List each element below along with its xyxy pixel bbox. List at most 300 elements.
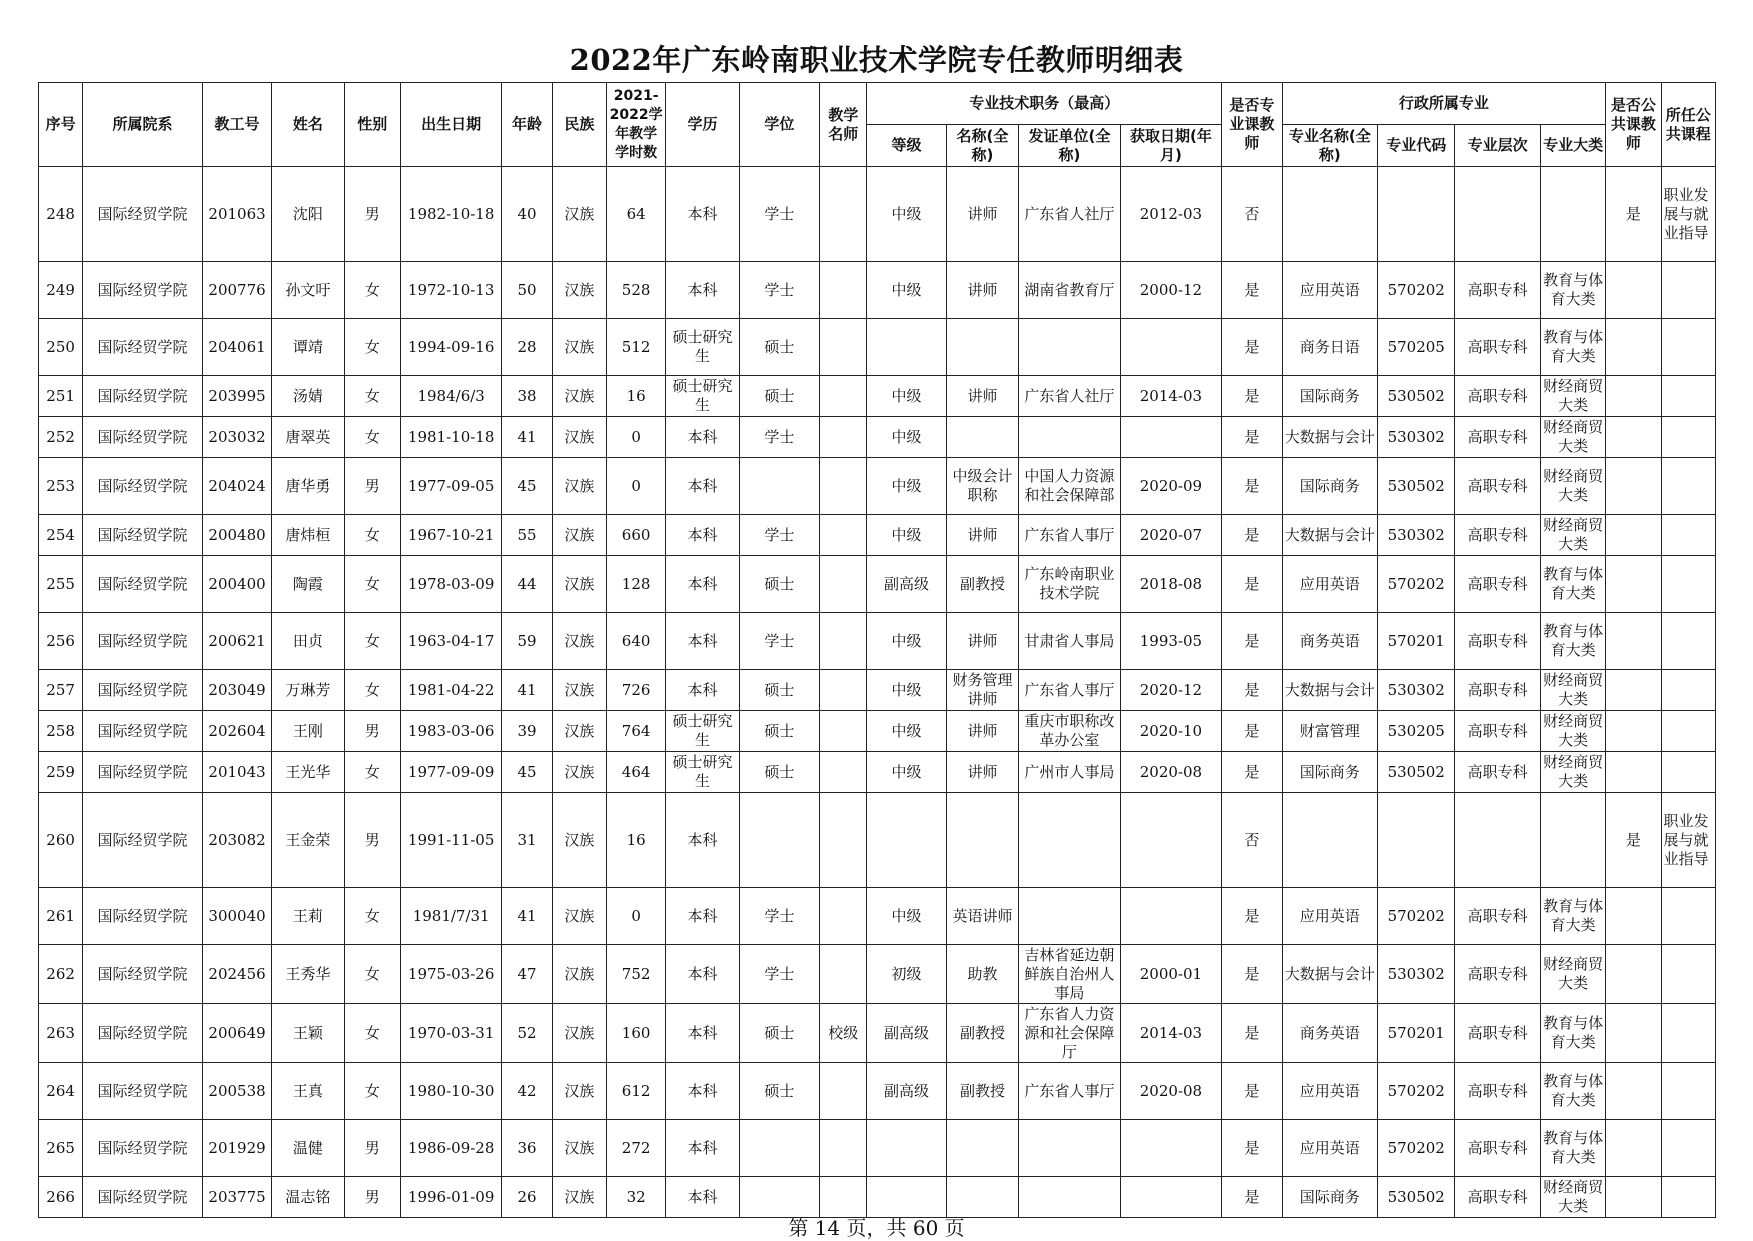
cell-name: 王秀华 [272,945,344,1004]
cell-major-cat [1540,515,1605,556]
cell-gender: 男 [344,458,400,515]
cell-famous [820,515,867,556]
cell-major-name-text: 财富管理 [1299,721,1360,740]
cell-name: 沈阳 [272,167,344,262]
cell-gender: 男 [344,793,400,888]
table-row [39,1120,1716,1177]
cell-degree: 学士 [739,613,819,670]
cell-education [666,670,739,711]
cell-age: 28 [502,319,552,376]
table-row [39,711,1716,752]
cell-education-text: 硕士研究生 [672,328,733,365]
cell-major-code: 570202 [1378,888,1455,945]
cell-birth: 1982-10-18 [400,167,502,262]
cell-title-name [946,1004,1018,1063]
cell-major-code: 530302 [1378,670,1455,711]
cell-major-cat [1540,458,1605,515]
table-row [39,417,1716,458]
header-title-date: 获取日期(年月) [1120,125,1222,167]
cell-dept: 国际经贸学院 [83,888,203,945]
header-staff-id: 教工号 [202,83,271,167]
cell-dept: 国际经贸学院 [83,1063,203,1120]
cell-major-level: 高职专科 [1455,1120,1540,1177]
cell-is-public [1606,1004,1661,1063]
cell-staff-id: 204024 [202,458,271,515]
cell-education-text: 本科 [687,476,718,495]
cell-is-major: 是 [1222,458,1282,515]
cell-major-level [1455,793,1540,888]
cell-birth: 1977-09-05 [400,458,502,515]
cell-major-cat-text: 教育与体育大类 [1543,271,1604,308]
cell-public-course-text: 职业发展与就业指导 [1663,186,1709,242]
cell-major-name-text: 应用英语 [1299,906,1360,925]
cell-major-cat-text: 财经商贸大类 [1543,377,1604,414]
cell-dept: 国际经贸学院 [83,262,203,319]
cell-education [666,888,739,945]
cell-staff-id: 203032 [202,417,271,458]
cell-name: 王真 [272,1063,344,1120]
cell-is-major: 是 [1222,711,1282,752]
cell-title-name-text: 讲师 [967,721,998,740]
cell-title-level [867,319,946,376]
cell-staff-id: 200621 [202,613,271,670]
cell-title-level: 中级 [867,670,946,711]
cell-major-level: 高职专科 [1455,888,1540,945]
cell-seq: 250 [39,319,83,376]
cell-degree: 硕士 [739,1063,819,1120]
cell-age: 26 [502,1177,552,1218]
cell-major-level: 高职专科 [1455,556,1540,613]
cell-degree [739,458,819,515]
cell-seq: 260 [39,793,83,888]
cell-title-date: 2020-09 [1120,458,1222,515]
cell-title-name-text: 讲师 [967,280,998,299]
cell-seq: 263 [39,1004,83,1063]
cell-title-issuer [1019,1004,1121,1063]
cell-public-course [1661,793,1715,888]
cell-title-level: 中级 [867,167,946,262]
cell-education-text: 本科 [687,525,718,544]
cell-hours: 128 [606,556,665,613]
cell-title-date [1120,1120,1222,1177]
cell-degree: 学士 [739,262,819,319]
cell-age: 38 [502,376,552,417]
cell-public-course [1661,1120,1715,1177]
cell-title-date [1120,888,1222,945]
cell-title-level: 副高级 [867,556,946,613]
page-footer: 第 14 页，共 60 页 [788,1216,965,1240]
cell-major-name-text: 应用英语 [1299,1138,1360,1157]
cell-hours: 764 [606,711,665,752]
cell-age: 36 [502,1120,552,1177]
cell-major-code: 570202 [1378,556,1455,613]
cell-is-public [1606,752,1661,793]
cell-title-name [946,262,1018,319]
cell-degree: 硕士 [739,376,819,417]
cell-title-issuer [1019,1063,1121,1120]
cell-education [666,556,739,613]
cell-birth: 1986-09-28 [400,1120,502,1177]
cell-age: 39 [502,711,552,752]
cell-birth: 1970-03-31 [400,1004,502,1063]
cell-gender: 女 [344,319,400,376]
cell-name: 王刚 [272,711,344,752]
cell-is-public [1606,262,1661,319]
cell-title-name [946,556,1018,613]
cell-hours: 612 [606,1063,665,1120]
cell-education-text: 本科 [687,574,718,593]
cell-is-major: 是 [1222,888,1282,945]
cell-public-course [1661,752,1715,793]
cell-dept: 国际经贸学院 [83,458,203,515]
cell-birth: 1991-11-05 [400,793,502,888]
cell-major-name [1282,752,1378,793]
cell-title-name-text: 讲师 [967,631,998,650]
cell-age: 44 [502,556,552,613]
cell-staff-id: 201043 [202,752,271,793]
cell-name: 田贞 [272,613,344,670]
cell-famous [820,376,867,417]
cell-is-public [1606,417,1661,458]
cell-famous [820,556,867,613]
cell-dept: 国际经贸学院 [83,319,203,376]
cell-age: 55 [502,515,552,556]
cell-major-cat-text: 财经商贸大类 [1543,671,1604,708]
cell-hours: 640 [606,613,665,670]
cell-major-code: 530302 [1378,515,1455,556]
cell-public-course [1661,262,1715,319]
cell-birth: 1963-04-17 [400,613,502,670]
header-education: 学历 [666,83,739,167]
cell-famous [820,458,867,515]
cell-is-major: 是 [1222,417,1282,458]
cell-title-name-text: 副教授 [959,1081,1005,1100]
table-row [39,752,1716,793]
cell-title-level: 副高级 [867,1004,946,1063]
cell-degree: 硕士 [739,319,819,376]
cell-education-text: 本科 [687,427,718,446]
cell-major-name [1282,1004,1378,1063]
cell-education-text: 本科 [687,906,718,925]
cell-famous [820,1120,867,1177]
cell-birth: 1981-10-18 [400,417,502,458]
header-title-name: 名称(全称) [946,125,1018,167]
cell-title-name [946,945,1018,1004]
header-public-course: 所任公共课程 [1661,83,1715,167]
cell-title-issuer-text: 中国人力资源和社会保障部 [1024,467,1115,504]
cell-major-name [1282,1063,1378,1120]
cell-is-major: 是 [1222,515,1282,556]
cell-title-date [1120,793,1222,888]
cell-seq: 256 [39,613,83,670]
cell-education [666,319,739,376]
cell-title-issuer [1019,752,1121,793]
cell-seq: 262 [39,945,83,1004]
cell-major-level: 高职专科 [1455,417,1540,458]
cell-education-text: 本科 [687,280,718,299]
cell-age: 41 [502,417,552,458]
cell-education [666,1063,739,1120]
cell-famous: 校级 [820,1004,867,1063]
cell-is-major: 是 [1222,613,1282,670]
cell-ethnicity: 汉族 [552,793,606,888]
cell-major-name-text: 大数据与会计 [1284,427,1375,446]
cell-title-date: 2020-08 [1120,752,1222,793]
cell-title-issuer-text: 重庆市职称改革办公室 [1024,712,1115,749]
cell-education [666,515,739,556]
header-name: 姓名 [272,83,344,167]
cell-hours: 16 [606,376,665,417]
cell-gender: 女 [344,670,400,711]
cell-famous [820,167,867,262]
cell-ethnicity: 汉族 [552,670,606,711]
header-famous: 教学名师 [820,83,867,167]
cell-title-issuer-text: 广东省人事厅 [1024,680,1115,699]
cell-name: 温健 [272,1120,344,1177]
cell-title-issuer [1019,167,1121,262]
cell-title-level: 中级 [867,376,946,417]
cell-age: 47 [502,945,552,1004]
cell-title-date [1120,417,1222,458]
cell-major-level: 高职专科 [1455,711,1540,752]
cell-title-issuer-text: 广东省人社厅 [1024,386,1115,405]
cell-major-name-text: 商务英语 [1299,631,1360,650]
cell-education-text: 本科 [687,204,718,223]
cell-major-name-text: 应用英语 [1299,280,1360,299]
cell-education [666,793,739,888]
header-admin-group: 行政所属专业 [1282,83,1606,125]
cell-title-issuer-text: 吉林省延边朝鲜族自治州人事局 [1024,946,1115,1002]
cell-title-date: 1993-05 [1120,613,1222,670]
cell-title-issuer [1019,888,1121,945]
cell-major-code [1378,167,1455,262]
cell-age: 59 [502,613,552,670]
cell-name: 唐翠英 [272,417,344,458]
cell-hours: 0 [606,417,665,458]
cell-is-major: 是 [1222,262,1282,319]
cell-birth: 1975-03-26 [400,945,502,1004]
cell-seq: 252 [39,417,83,458]
cell-dept: 国际经贸学院 [83,793,203,888]
header-major-cat: 专业大类 [1540,125,1605,167]
cell-major-level: 高职专科 [1455,515,1540,556]
cell-birth: 1996-01-09 [400,1177,502,1218]
cell-title-name [946,711,1018,752]
cell-major-cat-text: 财经商贸大类 [1543,418,1604,455]
cell-title-name [946,376,1018,417]
cell-major-name-text: 国际商务 [1299,386,1360,405]
cell-seq: 248 [39,167,83,262]
cell-major-level [1455,167,1540,262]
cell-major-name-text: 大数据与会计 [1284,680,1375,699]
cell-title-name-text: 讲师 [967,204,998,223]
cell-is-major: 是 [1222,670,1282,711]
cell-name: 唐华勇 [272,458,344,515]
cell-major-code: 570202 [1378,1063,1455,1120]
cell-ethnicity: 汉族 [552,458,606,515]
cell-famous [820,319,867,376]
cell-major-code: 530302 [1378,945,1455,1004]
cell-title-issuer [1019,556,1121,613]
cell-public-course [1661,1004,1715,1063]
cell-birth: 1994-09-16 [400,319,502,376]
cell-gender: 女 [344,515,400,556]
cell-seq: 253 [39,458,83,515]
cell-seq: 249 [39,262,83,319]
cell-gender: 男 [344,1120,400,1177]
cell-education [666,376,739,417]
cell-ethnicity: 汉族 [552,515,606,556]
cell-hours: 0 [606,888,665,945]
cell-name: 温志铭 [272,1177,344,1218]
cell-famous [820,1063,867,1120]
cell-staff-id: 203049 [202,670,271,711]
cell-education [666,752,739,793]
cell-hours: 32 [606,1177,665,1218]
cell-major-code [1378,793,1455,888]
cell-dept: 国际经贸学院 [83,556,203,613]
cell-title-name [946,417,1018,458]
cell-is-public [1606,711,1661,752]
cell-is-public [1606,319,1661,376]
cell-title-level: 中级 [867,417,946,458]
cell-title-level: 中级 [867,613,946,670]
cell-degree: 硕士 [739,752,819,793]
cell-is-public [1606,670,1661,711]
cell-major-name [1282,888,1378,945]
cell-title-name [946,167,1018,262]
cell-age: 40 [502,167,552,262]
header-age: 年龄 [502,83,552,167]
cell-major-name [1282,945,1378,1004]
cell-ethnicity: 汉族 [552,1120,606,1177]
header-degree: 学位 [739,83,819,167]
cell-title-issuer-text: 广东省人事厅 [1024,1081,1115,1100]
header-title-group: 专业技术职务（最高） [867,83,1222,125]
cell-staff-id: 203775 [202,1177,271,1218]
cell-public-course [1661,417,1715,458]
cell-title-issuer-text: 甘肃省人事局 [1024,631,1115,650]
cell-education-text: 硕士研究生 [672,712,733,749]
cell-public-course [1661,613,1715,670]
cell-staff-id: 203082 [202,793,271,888]
cell-major-cat [1540,1120,1605,1177]
cell-title-name-text: 财务管理讲师 [952,671,1013,708]
cell-hours: 160 [606,1004,665,1063]
header-title-level: 等级 [867,125,946,167]
cell-title-issuer [1019,515,1121,556]
cell-title-level: 中级 [867,458,946,515]
cell-degree: 硕士 [739,556,819,613]
cell-staff-id: 204061 [202,319,271,376]
cell-staff-id: 202456 [202,945,271,1004]
cell-title-name [946,670,1018,711]
cell-major-cat-text: 教育与体育大类 [1543,1072,1604,1109]
cell-title-date: 2020-08 [1120,1063,1222,1120]
table-row [39,458,1716,515]
cell-ethnicity: 汉族 [552,319,606,376]
cell-title-issuer-text: 广东省人力资源和社会保障厅 [1024,1005,1115,1061]
cell-hours: 16 [606,793,665,888]
cell-is-major: 是 [1222,945,1282,1004]
cell-is-major: 是 [1222,1120,1282,1177]
cell-ethnicity: 汉族 [552,711,606,752]
cell-public-course [1661,515,1715,556]
cell-hours: 0 [606,458,665,515]
cell-seq: 251 [39,376,83,417]
cell-gender: 男 [344,711,400,752]
cell-title-issuer-text: 广州市人事局 [1024,762,1115,781]
cell-title-level: 中级 [867,515,946,556]
cell-degree [739,1120,819,1177]
cell-major-cat [1540,752,1605,793]
cell-seq: 265 [39,1120,83,1177]
cell-title-name [946,613,1018,670]
cell-title-date: 2014-03 [1120,376,1222,417]
cell-major-code: 570205 [1378,319,1455,376]
cell-major-cat-text: 教育与体育大类 [1543,1129,1604,1166]
cell-title-issuer [1019,1120,1121,1177]
cell-degree [739,793,819,888]
cell-major-name [1282,167,1378,262]
cell-major-cat-text: 财经商贸大类 [1543,1178,1604,1215]
cell-birth: 1981-04-22 [400,670,502,711]
cell-title-date: 2012-03 [1120,167,1222,262]
cell-education-text: 本科 [687,1023,718,1042]
cell-is-major: 是 [1222,319,1282,376]
cell-ethnicity: 汉族 [552,167,606,262]
cell-seq: 259 [39,752,83,793]
cell-title-level: 中级 [867,711,946,752]
cell-major-cat-text: 教育与体育大类 [1543,565,1604,602]
cell-major-name [1282,515,1378,556]
cell-name: 谭靖 [272,319,344,376]
cell-staff-id: 300040 [202,888,271,945]
cell-education-text: 本科 [687,680,718,699]
cell-major-cat [1540,711,1605,752]
cell-education [666,1120,739,1177]
cell-title-name [946,888,1018,945]
cell-staff-id: 202604 [202,711,271,752]
cell-is-public [1606,556,1661,613]
table-row [39,556,1716,613]
cell-major-level: 高职专科 [1455,670,1540,711]
cell-major-name-text: 商务英语 [1299,1023,1360,1042]
cell-major-cat [1540,376,1605,417]
header-major-level: 专业层次 [1455,125,1540,167]
cell-ethnicity: 汉族 [552,1063,606,1120]
cell-degree: 学士 [739,167,819,262]
cell-major-name [1282,711,1378,752]
cell-famous [820,417,867,458]
table-row [39,945,1716,1004]
cell-major-cat [1540,319,1605,376]
cell-seq: 258 [39,711,83,752]
cell-ethnicity: 汉族 [552,556,606,613]
cell-title-name [946,793,1018,888]
cell-dept: 国际经贸学院 [83,515,203,556]
cell-title-date: 2018-08 [1120,556,1222,613]
cell-major-level: 高职专科 [1455,752,1540,793]
cell-education [666,1004,739,1063]
cell-title-date [1120,319,1222,376]
table-row [39,167,1716,262]
table-row [39,613,1716,670]
cell-major-cat [1540,1004,1605,1063]
cell-ethnicity: 汉族 [552,376,606,417]
cell-staff-id: 200400 [202,556,271,613]
cell-is-major: 是 [1222,1063,1282,1120]
